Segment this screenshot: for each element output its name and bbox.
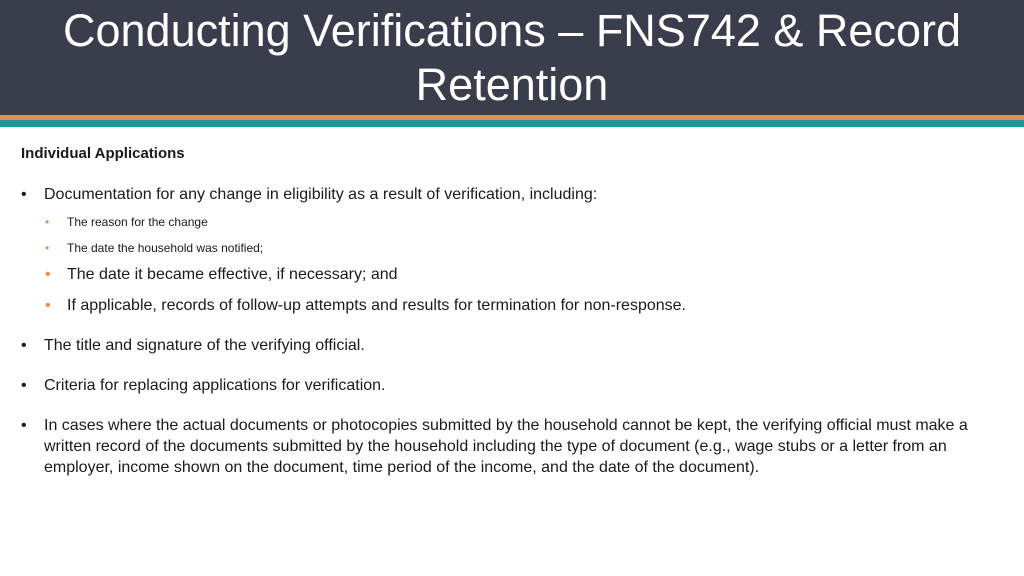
sub-list-item [21,214,981,231]
bullet-icon: • [21,337,27,354]
bullet-text: Documentation for any change in eligibility as a result of verification, including: [44,186,598,203]
slide-body [21,144,981,478]
sub-bullet-text: The date the household was notified; [67,241,264,255]
section-heading: Individual Applications [21,145,185,162]
sub-bullet-text: The reason for the change [67,215,208,229]
sub-bullet-list [21,214,981,316]
bullet-icon: • [45,215,50,229]
sub-list-item [21,295,981,316]
bullet-icon: • [21,186,27,203]
bullet-text: In cases where the actual documents or photocopies submitted by the household cannot be kept, the verifying official must make a written record of the documents submitted by the household including the type of document (e.g., wage stubs or a letter from an employer, income shown on the document, time period of the income, and the date of the document). [44,417,968,476]
bullet-icon: • [45,241,50,255]
bullet-icon: • [45,297,51,314]
accent-stripe-teal [0,120,1024,127]
sub-list-item [21,264,981,285]
title-bar [0,0,1024,115]
bullet-icon: • [21,417,27,434]
bullet-icon: • [21,377,27,394]
list-item [21,375,981,396]
bullet-icon: • [45,266,51,283]
sub-bullet-text: The date it became effective, if necessary; and [67,266,398,283]
list-item [21,335,981,356]
sub-list-item [21,240,981,257]
bullet-list [21,184,981,478]
list-item [21,415,981,478]
bullet-text: The title and signature of the verifying official. [44,337,365,354]
bullet-text: Criteria for replacing applications for verification. [44,377,386,394]
slide-title: Conducting Verifications – FNS742 & Record Retention [63,4,961,110]
sub-bullet-text: If applicable, records of follow-up attempts and results for termination for non-response. [67,297,686,314]
list-item [21,184,981,316]
